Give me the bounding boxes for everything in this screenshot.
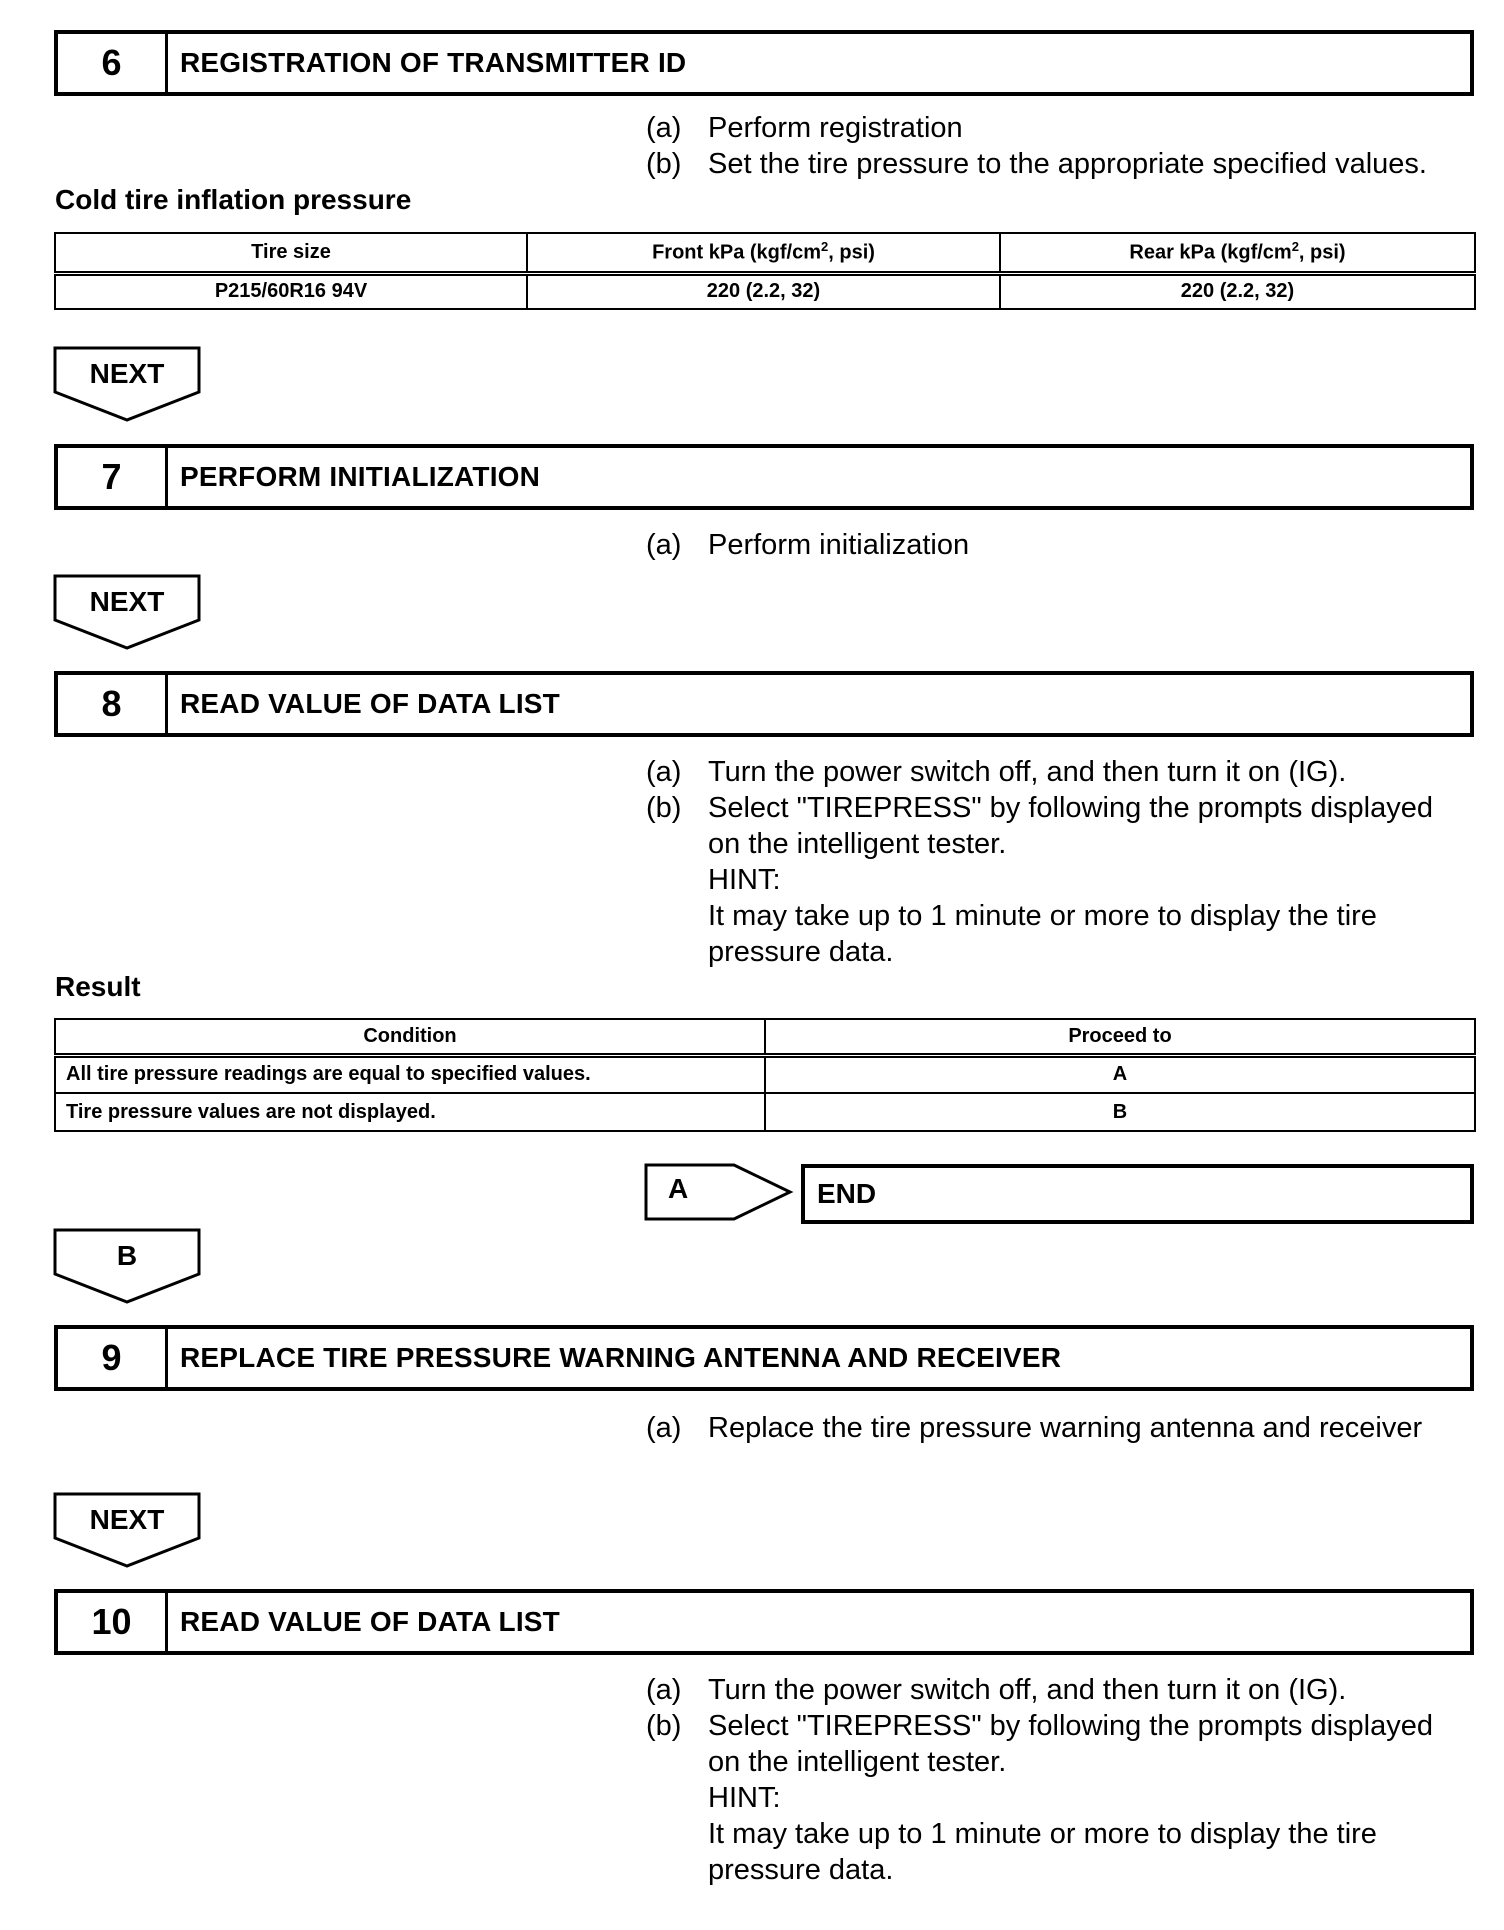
step-7-header [54, 444, 1474, 510]
instruction-item [646, 527, 969, 563]
column-header: Rear kPa ($kgf/cm^2$, psi) [1000, 233, 1475, 273]
instruction-label: (a) [646, 1412, 682, 1444]
step-7-instructions [646, 527, 969, 563]
instruction-item [646, 1410, 1422, 1446]
step-8-header [54, 671, 1474, 737]
instruction-item [646, 754, 1433, 790]
next-button[interactable] [53, 1492, 201, 1570]
next-button[interactable] [53, 346, 201, 424]
step-title: REGISTRATION OF TRANSMITTER ID [180, 47, 687, 78]
step-number: 10 [58, 1593, 168, 1651]
table-cell: All tire pressure readings are equal to specified values. [55, 1055, 765, 1093]
step-title: READ VALUE OF DATA LIST [180, 1606, 560, 1637]
instruction-item [646, 790, 1433, 970]
step-10-header [54, 1589, 1474, 1655]
column-header: Condition [55, 1019, 765, 1055]
instruction-text: Turn the power switch off, and then turn it on (IG). [708, 756, 1347, 788]
table-row [55, 273, 1475, 309]
step-title: REPLACE TIRE PRESSURE WARNING ANTENNA AND RECEIVER [180, 1342, 1062, 1373]
next-label: NEXT [89, 358, 165, 389]
step-6-instructions [646, 110, 1427, 182]
instruction-label: (b) [646, 792, 682, 824]
table-row [55, 1093, 1475, 1131]
instruction-text: Replace the tire pressure warning antenna and receiver [708, 1412, 1423, 1444]
instruction-text: Turn the power switch off, and then turn it on (IG). [708, 1674, 1347, 1706]
right-arrow-shape [644, 1163, 794, 1221]
next-button[interactable] [53, 574, 201, 652]
instruction-label: (a) [646, 112, 682, 144]
step-title: PERFORM INITIALIZATION [180, 461, 541, 492]
table-row [55, 1055, 1475, 1093]
instruction-label: (a) [646, 529, 682, 561]
table-cell: Tire pressure values are not displayed. [55, 1093, 765, 1131]
instruction-label: (a) [646, 756, 682, 788]
result-table [54, 1018, 1476, 1132]
instruction-text: Perform registration [708, 112, 963, 144]
table-caption: Result [55, 971, 141, 1002]
column-header: Proceed to [765, 1019, 1475, 1055]
step-number: 9 [58, 1329, 168, 1387]
table-caption: Cold tire inflation pressure [55, 184, 412, 215]
end-box: END [801, 1164, 1474, 1224]
instruction-item [646, 146, 1427, 182]
branch-a-label: A [668, 1173, 689, 1204]
branch-b-button[interactable] [53, 1228, 201, 1306]
next-label: NEXT [89, 586, 165, 617]
tire-pressure-table [54, 232, 1476, 310]
step-8-instructions [646, 754, 1433, 970]
step-number: 7 [58, 448, 168, 506]
instruction-item [646, 110, 1427, 146]
table-cell: P215/60R16 94V [55, 273, 527, 309]
instruction-text: Set the tire pressure to the appropriate specified values. [708, 148, 1427, 180]
column-header: Front kPa ($kgf/cm^2$, psi) [527, 233, 1000, 273]
table-cell: 220 (2.2, 32) [1000, 273, 1475, 309]
step-number: 8 [58, 675, 168, 733]
step-9-instructions [646, 1410, 1422, 1446]
next-label: NEXT [89, 1504, 165, 1535]
step-number: 6 [58, 34, 168, 92]
branch-b-label: B [116, 1240, 138, 1271]
instruction-text: Select "TIREPRESS" by following the prompts displayed on the intelligent tester. HINT: It may take up to 1 minute or more to display the tire pressure data. [708, 1710, 1433, 1886]
instruction-item [646, 1708, 1433, 1888]
table-cell: A [765, 1055, 1475, 1093]
branch-a-button[interactable] [644, 1163, 794, 1221]
step-10-instructions [646, 1672, 1433, 1888]
step-9-header [54, 1325, 1474, 1391]
instruction-text: Perform initialization [708, 529, 970, 561]
instruction-item [646, 1672, 1433, 1708]
step-6-header [54, 30, 1474, 96]
step-title: READ VALUE OF DATA LIST [180, 688, 560, 719]
instruction-text: Select "TIREPRESS" by following the prompts displayed on the intelligent tester. HINT: It may take up to 1 minute or more to display the tire pressure data. [708, 792, 1433, 968]
table-cell: B [765, 1093, 1475, 1131]
instruction-label: (b) [646, 148, 682, 180]
instruction-label: (b) [646, 1710, 682, 1742]
instruction-label: (a) [646, 1674, 682, 1706]
table-cell: 220 (2.2, 32) [527, 273, 1000, 309]
column-header: Tire size [55, 233, 527, 273]
